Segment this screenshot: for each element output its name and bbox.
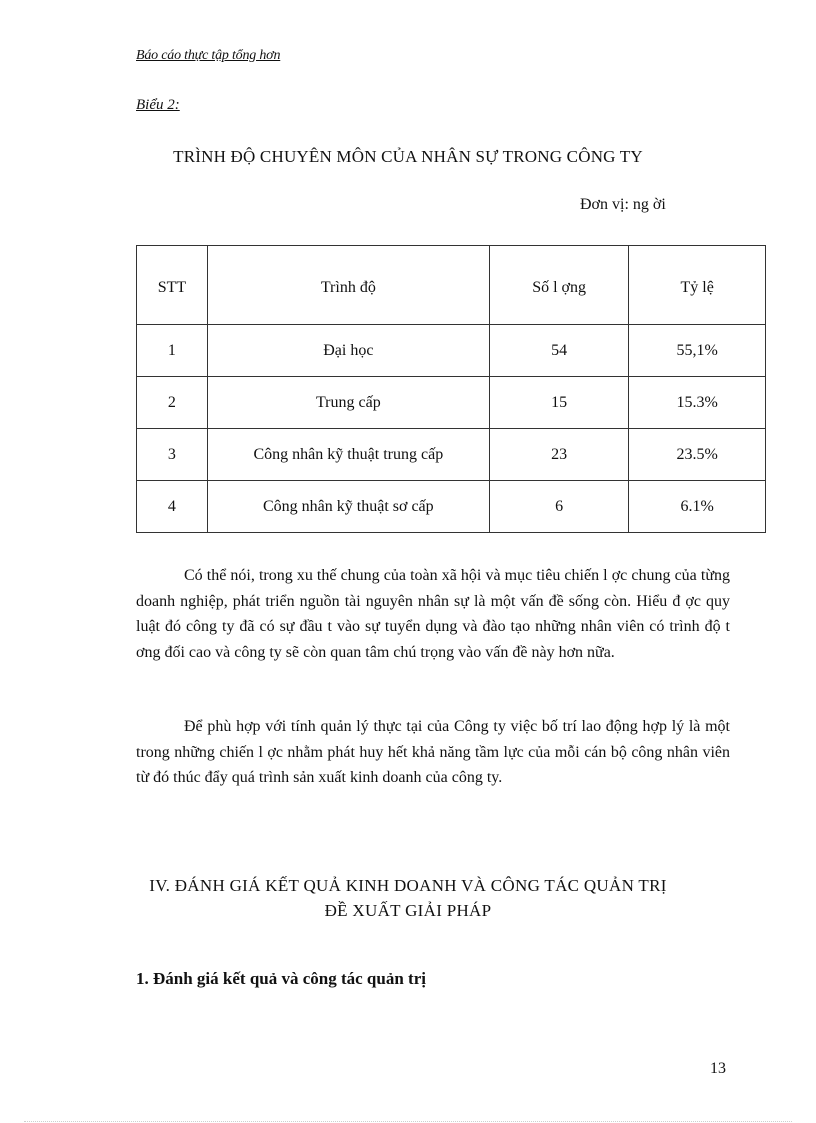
cell-level: Công nhân kỹ thuật sơ cấp <box>207 481 489 533</box>
cell-count: 23 <box>489 429 629 481</box>
table-title: TRÌNH ĐỘ CHUYÊN MÔN CỦA NHÂN SỰ TRONG CÔNG TY <box>173 147 643 166</box>
table-row <box>137 377 766 429</box>
header-cell-ratio: Tỷ lệ <box>629 246 766 325</box>
subsection-heading: 1. Đánh giá kết quả và công tác quản trị <box>136 969 426 988</box>
cell-ratio: 6.1% <box>629 481 766 533</box>
cell-ratio: 23.5% <box>629 429 766 481</box>
page-bottom-divider <box>24 1121 792 1122</box>
report-header-note: Báo cáo thực tập tổng hơn <box>136 48 281 63</box>
table-header-row <box>137 246 766 325</box>
header-cell-level: Trình độ <box>207 246 489 325</box>
section-heading <box>0 873 816 923</box>
paragraph-text: Để phù hợp với tính quản lý thực tại của Công ty việc bố trí lao động hợp lý là một trong những chiến l ợc nhằm phát huy hết khả năng tầm lực của mỗi cán bộ công nhân viên từ đó thúc đẩy quá trình sản xuất kinh doanh của công ty. <box>136 718 730 786</box>
body-paragraph-1 <box>136 563 730 665</box>
figure-label: Biểu 2: <box>136 97 180 113</box>
cell-level: Đại học <box>207 325 489 377</box>
cell-stt: 3 <box>137 429 208 481</box>
cell-level: Công nhân kỹ thuật trung cấp <box>207 429 489 481</box>
cell-ratio: 55,1% <box>629 325 766 377</box>
cell-level: Trung cấp <box>207 377 489 429</box>
paragraph-text: Có thể nói, trong xu thế chung của toàn xã hội và mục tiêu chiến l ợc chung của từng doanh nghiệp, phát triển nguồn tài nguyên nhân sự là một vấn đề sống còn. Hiểu đ ợc quy luật đó công ty đã có sự đầu t vào sự tuyển dụng và đào tạo những nhân viên có trình độ t ơng đối cao và công ty sẽ còn quan tâm chú trọng vào vấn đề này hơn nữa. <box>136 567 730 661</box>
body-paragraph-2 <box>136 714 730 791</box>
page-number: 13 <box>710 1060 726 1077</box>
unit-note: Đơn vị: ng ời <box>580 196 666 213</box>
header-cell-stt: STT <box>137 246 208 325</box>
section-heading-line-1: IV. ĐÁNH GIÁ KẾT QUẢ KINH DOANH VÀ CÔNG TÁC QUẢN TRỊ <box>149 876 667 895</box>
staff-qualification-table <box>136 245 766 533</box>
cell-count: 54 <box>489 325 629 377</box>
table-row <box>137 325 766 377</box>
table-row <box>137 429 766 481</box>
cell-stt: 2 <box>137 377 208 429</box>
cell-ratio: 15.3% <box>629 377 766 429</box>
header-cell-count: Số l ợng <box>489 246 629 325</box>
cell-count: 15 <box>489 377 629 429</box>
cell-stt: 4 <box>137 481 208 533</box>
cell-count: 6 <box>489 481 629 533</box>
cell-stt: 1 <box>137 325 208 377</box>
table-row <box>137 481 766 533</box>
section-heading-line-2: ĐỀ XUẤT GIẢI PHÁP <box>324 901 492 920</box>
